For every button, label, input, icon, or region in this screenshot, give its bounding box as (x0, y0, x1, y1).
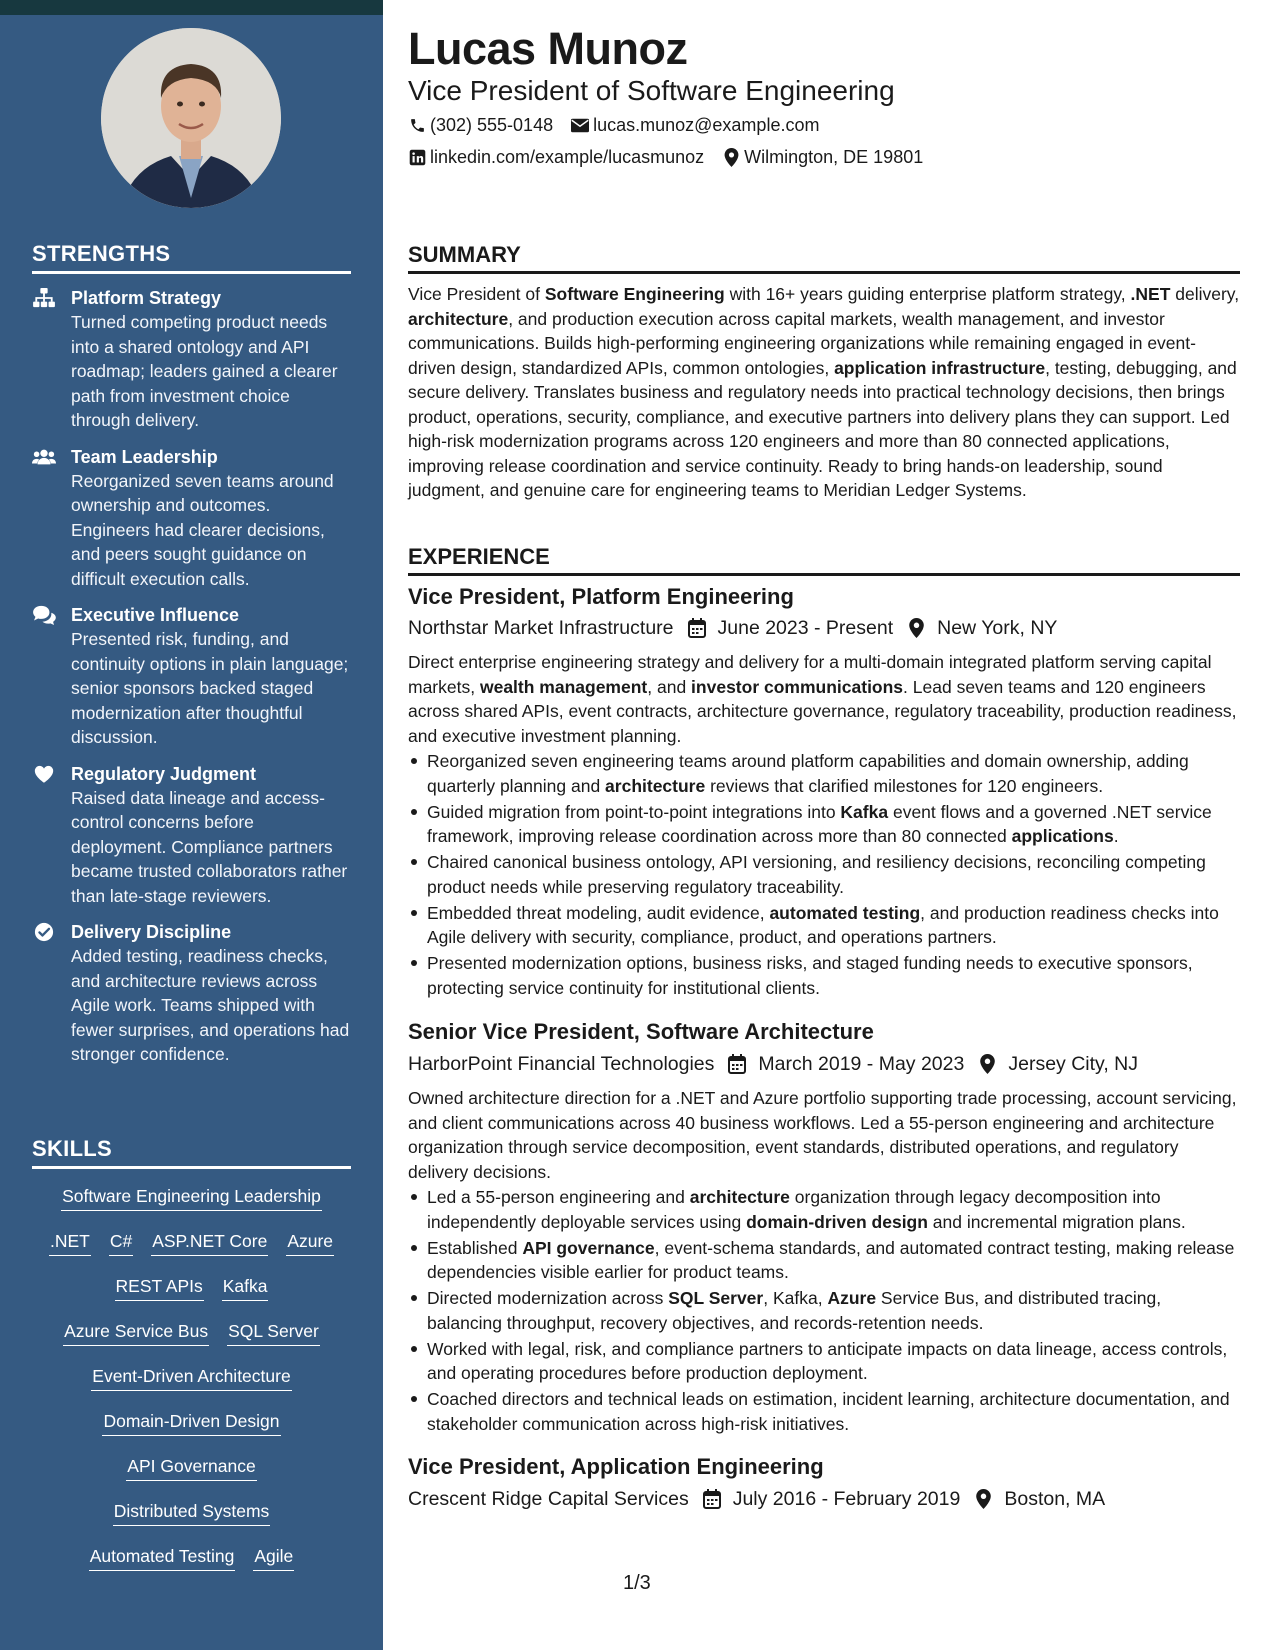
skill-tag: API Governance (126, 1453, 256, 1481)
job-company-3: Crescent Ridge Capital Services (408, 1488, 689, 1510)
strengths-heading: STRENGTHS (32, 241, 351, 274)
contact-linkedin[interactable] (408, 145, 704, 169)
skill-tag: SQL Server (227, 1318, 320, 1346)
text-run: Service Bus, and distributed tracing, balancing throughput, recovery objectives, and records-retention needs. (427, 1288, 1162, 1333)
skills-list (32, 1183, 351, 1588)
contact-email-text: lucas.munoz@example.com (593, 115, 820, 135)
text-run: , Kafka, (763, 1288, 828, 1308)
strength-item (32, 920, 351, 1067)
strength-title: Team Leadership (71, 446, 218, 467)
calendar-icon (686, 617, 708, 639)
strength-description: Raised data lineage and access-control concerns before deployment. Compliance partners became trusted collaborators rather than late-stage reviewers. (71, 787, 348, 906)
text-run: , and production execution across capital markets, wealth management, and investor communications. Builds high-performing engineering organizations while remaining engaged in event-driven design, standardized APIs, common ontologies, (408, 308, 1196, 378)
skill-tag: Software Engineering Leadership (61, 1183, 322, 1211)
text-run: and incremental migration plans. (927, 1211, 1186, 1232)
strength-item (32, 286, 351, 433)
strength-title: Regulatory Judgment (71, 763, 257, 784)
job-dates-3: July 2016 - February 2019 (732, 1488, 961, 1510)
strength-item (32, 445, 351, 592)
job-meta-3 (408, 1486, 1105, 1512)
map-pin-icon (905, 617, 927, 639)
job-bullets-2 (408, 1185, 1240, 1438)
skills-section (32, 1136, 351, 1588)
job-company-2: HarborPoint Financial Technologies (408, 1053, 715, 1075)
text-run: Worked with legal, risk, and compliance partners to anticipate impacts on data lineage, access controls, and operating procedures before production deployment. (427, 1338, 1228, 1383)
job-location-3: Boston, MA (1004, 1488, 1106, 1510)
contact-location-text: Wilmington, DE 19801 (744, 147, 924, 167)
sidebar (0, 0, 383, 1650)
skill-row (32, 1543, 351, 1588)
contact-email[interactable] (571, 113, 819, 137)
skill-tag: REST APIs (115, 1273, 204, 1301)
skill-tag: Automated Testing (89, 1543, 236, 1571)
job-location-1: New York, NY (937, 617, 1058, 639)
strength-item (32, 762, 351, 909)
skill-tag: Agile (253, 1543, 294, 1571)
contact-line-1 (408, 113, 819, 137)
text-run: Presented modernization options, business risks, and staged funding needs to executive sponsors, protecting service continuity for institutional clients. (427, 953, 1193, 998)
summary-heading: SUMMARY (408, 242, 1240, 274)
skill-tag: Event-Driven Architecture (91, 1363, 291, 1391)
map-pin-icon (972, 1488, 994, 1510)
skill-tag: Kafka (222, 1273, 269, 1301)
skill-tag: Azure Service Bus (63, 1318, 209, 1346)
contact-linkedin-text: linkedin.com/example/lucasmunoz (430, 147, 705, 167)
keyword-emphasis: application infrastructure (834, 357, 1046, 378)
keyword-emphasis: applications (1011, 826, 1114, 846)
bullet-item (408, 749, 1240, 798)
sitemap-icon (32, 288, 56, 308)
bullet-item (408, 901, 1240, 950)
map-pin-icon (976, 1053, 998, 1075)
bullet-item (408, 1236, 1240, 1285)
calendar-icon (701, 1488, 723, 1510)
text-run: Led a 55-person engineering and (427, 1187, 690, 1207)
strength-description: Added testing, readiness checks, and architecture reviews across Agile work. Teams shipped with fewer surprises, and operations had stronger confidence. (71, 946, 350, 1064)
skill-tag: Distributed Systems (113, 1498, 271, 1526)
text-run: Reorganized seven engineering teams around platform capabilities and domain ownership, adding quarterly planning and (427, 751, 1189, 796)
phone-icon (408, 116, 426, 134)
text-run: , and production readiness checks into Agile delivery with security, compliance, product, and operations partners. (427, 902, 1219, 947)
keyword-emphasis: architecture (605, 775, 706, 796)
strength-title: Platform Strategy (71, 288, 222, 308)
linkedin-icon (408, 148, 426, 166)
comments-icon (32, 605, 56, 625)
text-run: Established (427, 1237, 523, 1258)
experience-heading: EXPERIENCE (408, 544, 1240, 576)
strengths-section (32, 241, 351, 1067)
skill-tag: C# (109, 1228, 133, 1256)
contact-line-2 (408, 145, 923, 169)
text-run: with 16+ years guiding enterprise platform strategy, (724, 284, 1131, 304)
text-run: , testing, debugging, and secure delivery. Translates business and regulatory needs into practical technology decisions, then brings product, operations, security, compliance, and executive partners into delivery plans they can support. Led high-risk modernization programs across 120 engineers and more than 80 connected applications, improving release coordination and service continuity. Ready to bring hands-on leadership, sound judgment, and genuine care for engineering teams to Meridian Ledger Systems. (408, 357, 1237, 500)
contact-phone-text: (302) 555-0148 (430, 115, 554, 135)
strength-description: Presented risk, funding, and continuity options in plain language; senior sponsors backed staged modernization after thoughtful discussion. (71, 629, 349, 747)
text-run: . Lead seven teams and 120 engineers across shared APIs, event contracts, architecture governance, regulatory traceability, production readiness, and executive investment planning. (408, 676, 1237, 746)
skill-row (32, 1453, 351, 1498)
text-run: Owned architecture direction for a .NET and Azure portfolio supporting trade processing, account servicing, and client communications across 40 business workflows. Led a 55-person engineering and architecture organization through service decomposition, event standards, distributed operations, and regulatory delivery decisions. (408, 1088, 1237, 1182)
skill-row (32, 1408, 351, 1453)
text-run: event flows and a governed .NET service framework, improving release coordination across more than 80 connected (427, 801, 1212, 846)
bullet-item (408, 850, 1240, 899)
job-bullets-1 (408, 749, 1240, 1002)
users-icon (32, 447, 56, 467)
bullet-item (408, 1286, 1240, 1335)
calendar-icon (726, 1053, 748, 1075)
job-overview-1 (408, 650, 1240, 748)
check-circle-icon (32, 922, 56, 942)
bullet-item (408, 951, 1240, 1000)
job-title-3: Vice President, Application Engineering (408, 1454, 824, 1479)
keyword-emphasis: investor communications (691, 676, 904, 697)
text-run: , event-schema standards, and automated contract testing, making release dependencies visible earlier for product teams. (427, 1237, 1235, 1282)
text-run: organization through legacy decomposition into independently deployable services using (427, 1187, 1161, 1232)
candidate-name: Lucas Munoz (408, 23, 688, 74)
bullet-item (408, 1337, 1240, 1386)
contact-phone[interactable] (408, 113, 553, 137)
text-run: delivery, (1170, 284, 1240, 304)
skill-row (32, 1363, 351, 1408)
skill-tag: Azure (286, 1228, 334, 1256)
bullet-item (408, 800, 1240, 849)
job-title-1: Vice President, Platform Engineering (408, 584, 794, 609)
text-run: Vice President of (408, 284, 545, 304)
job-title-2: Senior Vice President, Software Architecture (408, 1019, 874, 1044)
skill-tag: .NET (49, 1228, 91, 1256)
keyword-emphasis: automated testing (769, 902, 921, 923)
text-run: Directed modernization across (427, 1288, 669, 1308)
job-dates-2: March 2019 - May 2023 (758, 1053, 965, 1075)
job-dates-1: June 2023 - Present (717, 617, 894, 639)
skill-tag: ASP.NET Core (151, 1228, 268, 1256)
job-company-1: Northstar Market Infrastructure (408, 617, 674, 639)
text-run: , and (647, 676, 692, 697)
skill-row (32, 1273, 351, 1318)
bullet-item (408, 1387, 1240, 1436)
strength-item (32, 603, 351, 750)
keyword-emphasis: Software Engineering (544, 284, 725, 304)
skill-row (32, 1318, 351, 1363)
keyword-emphasis: wealth management (479, 676, 648, 697)
envelope-icon (571, 116, 589, 134)
skills-heading: SKILLS (32, 1136, 351, 1169)
skill-tag: Domain-Driven Design (102, 1408, 280, 1436)
strength-title: Executive Influence (71, 605, 240, 625)
map-pin-icon (722, 148, 740, 166)
job-location-2: Jersey City, NJ (1008, 1053, 1139, 1075)
keyword-emphasis: architecture (689, 1187, 790, 1207)
strength-description: Reorganized seven teams around ownership and outcomes. Engineers had clearer decisions, and peers sought guidance on difficult execution calls. (71, 470, 334, 589)
profile-photo (101, 28, 281, 208)
text-run: . (1113, 826, 1119, 846)
keyword-emphasis: Azure (827, 1288, 877, 1308)
strengths-list (32, 286, 351, 1067)
contact-location (722, 145, 923, 169)
keyword-emphasis: domain-driven design (746, 1211, 928, 1232)
text-run: reviews that clarified milestones for 120 engineers. (705, 775, 1104, 796)
text-run: Chaired canonical business ontology, API versioning, and resiliency decisions, reconciling competing product needs while preserving regulatory traceability. (427, 852, 1206, 897)
job-meta-1 (408, 615, 1057, 641)
keyword-emphasis: Kafka (840, 801, 889, 822)
keyword-emphasis: .NET (1130, 284, 1171, 304)
page-number: 1/3 (623, 1572, 651, 1594)
summary-text (408, 282, 1240, 503)
sidebar-top-bar (0, 0, 383, 15)
bullet-item (408, 1185, 1240, 1234)
keyword-emphasis: architecture (408, 308, 509, 329)
text-run: Coached directors and technical leads on estimation, incident learning, architecture documentation, and stakeholder communication across high-risk initiatives. (427, 1389, 1230, 1434)
skill-row (32, 1498, 351, 1543)
text-run: Embedded threat modeling, audit evidence, (427, 902, 770, 923)
strength-title: Delivery Discipline (71, 922, 232, 942)
heart-icon (32, 764, 56, 784)
keyword-emphasis: SQL Server (668, 1288, 764, 1308)
keyword-emphasis: API governance (522, 1237, 655, 1258)
candidate-headline: Vice President of Software Engineering (408, 75, 895, 106)
job-meta-2 (408, 1051, 1138, 1077)
job-overview-2 (408, 1086, 1240, 1184)
text-run: Direct enterprise engineering strategy and delivery for a multi-domain integrated platform serving capital markets, (408, 652, 1212, 697)
skill-row (32, 1183, 351, 1228)
skill-row (32, 1228, 351, 1273)
text-run: Guided migration from point-to-point integrations into (427, 801, 841, 822)
strength-description: Turned competing product needs into a shared ontology and API roadmap; leaders gained a clearer path from investment choice through delivery. (71, 312, 338, 430)
